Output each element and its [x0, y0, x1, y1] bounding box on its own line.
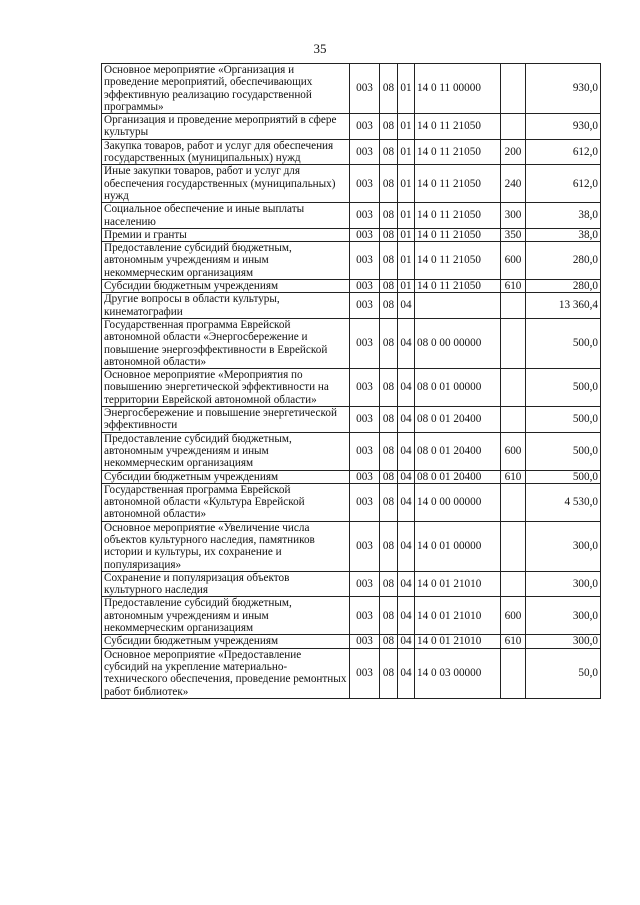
row-target-article-code: 14 0 03 00000	[415, 648, 501, 698]
row-section-code: 08	[380, 203, 398, 229]
row-amount: 300,0	[526, 521, 601, 571]
row-section-code: 08	[380, 318, 398, 368]
row-section-code: 08	[380, 432, 398, 470]
row-amount: 13 360,4	[526, 293, 601, 319]
row-amount: 50,0	[526, 648, 601, 698]
table-row	[102, 293, 601, 319]
budget-table-body	[102, 64, 601, 699]
row-ved-code: 003	[350, 114, 380, 140]
row-amount: 500,0	[526, 432, 601, 470]
row-amount: 300,0	[526, 597, 601, 635]
row-subsection-code: 04	[398, 571, 415, 597]
row-amount: 500,0	[526, 318, 601, 368]
row-target-article-code: 14 0 11 21050	[415, 280, 501, 293]
row-amount: 300,0	[526, 635, 601, 648]
table-row	[102, 648, 601, 698]
row-ved-code: 003	[350, 571, 380, 597]
row-ved-code: 003	[350, 597, 380, 635]
row-amount: 612,0	[526, 165, 601, 203]
table-row	[102, 597, 601, 635]
table-row	[102, 242, 601, 280]
row-name: Основное мероприятие «Организация и проведение мероприятий, обеспечивающих эффективную реализацию государственной программы»	[102, 64, 350, 114]
row-target-article-code: 14 0 00 00000	[415, 483, 501, 521]
row-section-code: 08	[380, 521, 398, 571]
row-expense-type-code	[501, 318, 526, 368]
row-expense-type-code	[501, 571, 526, 597]
row-section-code: 08	[380, 648, 398, 698]
table-row	[102, 280, 601, 293]
row-subsection-code: 04	[398, 483, 415, 521]
table-row	[102, 571, 601, 597]
row-section-code: 08	[380, 483, 398, 521]
row-name: Сохранение и популяризация объектов культурного наследия	[102, 571, 350, 597]
row-name: Основное мероприятие «Предоставление субсидий на укрепление материально-технического обеспечения, проведение ремонтных работ библиотек»	[102, 648, 350, 698]
row-name: Субсидии бюджетным учреждениям	[102, 470, 350, 483]
row-name: Энергосбережение и повышение энергетической эффективности	[102, 407, 350, 433]
row-target-article-code: 14 0 11 21050	[415, 203, 501, 229]
row-ved-code: 003	[350, 165, 380, 203]
row-expense-type-code: 600	[501, 432, 526, 470]
row-subsection-code: 01	[398, 114, 415, 140]
row-amount: 38,0	[526, 228, 601, 241]
row-amount: 500,0	[526, 407, 601, 433]
row-expense-type-code: 600	[501, 242, 526, 280]
row-name: Предоставление субсидий бюджетным, автономным учреждениям и иным некоммерческим организациям	[102, 432, 350, 470]
table-row	[102, 203, 601, 229]
row-section-code: 08	[380, 280, 398, 293]
row-section-code: 08	[380, 139, 398, 165]
row-subsection-code: 04	[398, 432, 415, 470]
row-ved-code: 003	[350, 242, 380, 280]
row-target-article-code: 14 0 01 21010	[415, 635, 501, 648]
row-expense-type-code	[501, 369, 526, 407]
table-row	[102, 139, 601, 165]
row-expense-type-code: 600	[501, 597, 526, 635]
row-section-code: 08	[380, 293, 398, 319]
row-ved-code: 003	[350, 139, 380, 165]
row-name: Основное мероприятие «Увеличение числа объектов культурного наследия, памятников истории и культуры, их сохранение и популяризация»	[102, 521, 350, 571]
row-target-article-code: 14 0 11 00000	[415, 64, 501, 114]
row-amount: 612,0	[526, 139, 601, 165]
row-ved-code: 003	[350, 648, 380, 698]
row-subsection-code: 04	[398, 648, 415, 698]
row-target-article-code: 14 0 11 21050	[415, 139, 501, 165]
row-ved-code: 003	[350, 64, 380, 114]
row-expense-type-code	[501, 521, 526, 571]
row-subsection-code: 01	[398, 228, 415, 241]
budget-table	[101, 63, 601, 699]
table-row	[102, 521, 601, 571]
row-ved-code: 003	[350, 293, 380, 319]
row-ved-code: 003	[350, 318, 380, 368]
row-subsection-code: 04	[398, 318, 415, 368]
row-expense-type-code	[501, 293, 526, 319]
row-target-article-code: 14 0 01 21010	[415, 597, 501, 635]
page-number: 35	[313, 41, 327, 56]
table-row	[102, 407, 601, 433]
row-name: Иные закупки товаров, работ и услуг для обеспечения государственных (муниципальных) нужд	[102, 165, 350, 203]
row-amount: 38,0	[526, 203, 601, 229]
row-subsection-code: 04	[398, 293, 415, 319]
row-subsection-code: 04	[398, 369, 415, 407]
table-row	[102, 470, 601, 483]
row-target-article-code	[415, 293, 501, 319]
table-row	[102, 483, 601, 521]
row-ved-code: 003	[350, 407, 380, 433]
row-name: Организация и проведение мероприятий в сфере культуры	[102, 114, 350, 140]
row-ved-code: 003	[350, 483, 380, 521]
row-subsection-code: 04	[398, 407, 415, 433]
table-row	[102, 432, 601, 470]
row-subsection-code: 04	[398, 597, 415, 635]
row-target-article-code: 08 0 01 20400	[415, 470, 501, 483]
row-subsection-code: 01	[398, 242, 415, 280]
row-name: Премии и гранты	[102, 228, 350, 241]
row-subsection-code: 04	[398, 635, 415, 648]
row-name: Другие вопросы в области культуры, кинематографии	[102, 293, 350, 319]
row-expense-type-code	[501, 648, 526, 698]
row-ved-code: 003	[350, 521, 380, 571]
row-expense-type-code: 610	[501, 635, 526, 648]
row-section-code: 08	[380, 114, 398, 140]
row-name: Субсидии бюджетным учреждениям	[102, 635, 350, 648]
row-expense-type-code	[501, 407, 526, 433]
row-expense-type-code: 610	[501, 470, 526, 483]
row-target-article-code: 14 0 11 21050	[415, 242, 501, 280]
row-section-code: 08	[380, 369, 398, 407]
row-ved-code: 003	[350, 432, 380, 470]
row-target-article-code: 14 0 11 21050	[415, 228, 501, 241]
table-row	[102, 635, 601, 648]
row-amount: 300,0	[526, 571, 601, 597]
row-expense-type-code: 240	[501, 165, 526, 203]
row-ved-code: 003	[350, 228, 380, 241]
row-subsection-code: 01	[398, 165, 415, 203]
row-target-article-code: 08 0 00 00000	[415, 318, 501, 368]
row-subsection-code: 01	[398, 203, 415, 229]
row-target-article-code: 08 0 01 00000	[415, 369, 501, 407]
row-amount: 930,0	[526, 64, 601, 114]
row-target-article-code: 14 0 11 21050	[415, 165, 501, 203]
row-expense-type-code	[501, 483, 526, 521]
row-amount: 500,0	[526, 369, 601, 407]
row-ved-code: 003	[350, 635, 380, 648]
row-subsection-code: 04	[398, 470, 415, 483]
row-name: Основное мероприятие «Мероприятия по повышению энергетической эффективности на территории Еврейской автономной области»	[102, 369, 350, 407]
row-name: Социальное обеспечение и иные выплаты населению	[102, 203, 350, 229]
row-section-code: 08	[380, 571, 398, 597]
row-subsection-code: 01	[398, 64, 415, 114]
row-section-code: 08	[380, 228, 398, 241]
row-target-article-code: 14 0 01 21010	[415, 571, 501, 597]
row-name: Государственная программа Еврейской автономной области «Энергосбережение и повышение энергоэффективности в Еврейской автономной области»	[102, 318, 350, 368]
table-row	[102, 114, 601, 140]
row-ved-code: 003	[350, 470, 380, 483]
table-row	[102, 318, 601, 368]
row-target-article-code: 08 0 01 20400	[415, 432, 501, 470]
row-name: Субсидии бюджетным учреждениям	[102, 280, 350, 293]
row-name: Предоставление субсидий бюджетным, автономным учреждениям и иным некоммерческим организациям	[102, 242, 350, 280]
row-expense-type-code: 200	[501, 139, 526, 165]
row-section-code: 08	[380, 64, 398, 114]
row-name: Предоставление субсидий бюджетным, автономным учреждениям и иным некоммерческим организациям	[102, 597, 350, 635]
row-expense-type-code	[501, 114, 526, 140]
row-target-article-code: 14 0 11 21050	[415, 114, 501, 140]
row-name: Государственная программа Еврейской автономной области «Культура Еврейской автономной области»	[102, 483, 350, 521]
row-amount: 930,0	[526, 114, 601, 140]
row-name: Закупка товаров, работ и услуг для обеспечения государственных (муниципальных) нужд	[102, 139, 350, 165]
row-amount: 280,0	[526, 242, 601, 280]
table-row	[102, 64, 601, 114]
row-expense-type-code: 610	[501, 280, 526, 293]
row-section-code: 08	[380, 407, 398, 433]
table-row	[102, 228, 601, 241]
row-section-code: 08	[380, 165, 398, 203]
row-target-article-code: 08 0 01 20400	[415, 407, 501, 433]
row-section-code: 08	[380, 597, 398, 635]
row-ved-code: 003	[350, 369, 380, 407]
row-section-code: 08	[380, 242, 398, 280]
table-row	[102, 165, 601, 203]
row-amount: 4 530,0	[526, 483, 601, 521]
table-row	[102, 369, 601, 407]
row-subsection-code: 01	[398, 139, 415, 165]
row-expense-type-code: 350	[501, 228, 526, 241]
row-target-article-code: 14 0 01 00000	[415, 521, 501, 571]
row-subsection-code: 01	[398, 280, 415, 293]
row-section-code: 08	[380, 635, 398, 648]
row-amount: 280,0	[526, 280, 601, 293]
row-ved-code: 003	[350, 280, 380, 293]
row-amount: 500,0	[526, 470, 601, 483]
row-expense-type-code	[501, 64, 526, 114]
row-section-code: 08	[380, 470, 398, 483]
row-subsection-code: 04	[398, 521, 415, 571]
row-ved-code: 003	[350, 203, 380, 229]
row-expense-type-code: 300	[501, 203, 526, 229]
